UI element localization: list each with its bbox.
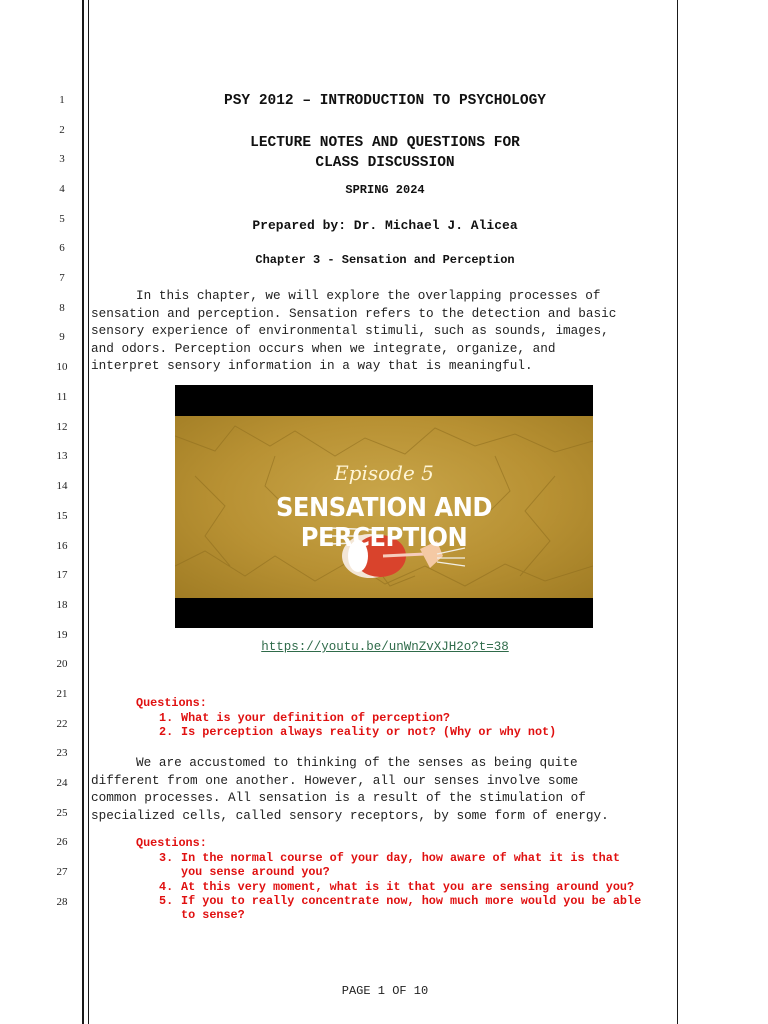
line-number: 4 — [59, 183, 65, 195]
video-thumbnail[interactable] — [175, 385, 593, 628]
line-number: 13 — [56, 450, 68, 462]
paragraph-line: and odors. Perception occurs when we integrate, organize, and — [91, 340, 556, 356]
line-number: 26 — [56, 836, 68, 848]
term: SPRING 2024 — [345, 183, 425, 197]
video-link[interactable]: https://youtu.be/unWnZvXJH2o?t=38 — [261, 640, 509, 654]
line-number: 23 — [56, 747, 68, 759]
page-footer: PAGE 1 OF 10 — [341, 984, 429, 998]
question-number: 3. — [159, 851, 174, 865]
line-number: 28 — [56, 896, 68, 908]
question-text-continued: to sense? — [181, 908, 245, 922]
line-number: 9 — [59, 331, 65, 343]
line-number: 12 — [56, 421, 68, 433]
line-number: 24 — [56, 777, 68, 789]
paragraph-line: sensory experience of environmental stimuli, such as sounds, images, — [91, 323, 609, 338]
line-number: 2 — [59, 124, 65, 136]
question-item — [159, 725, 556, 739]
second-paragraph — [91, 754, 671, 824]
paragraph-line: different from one another. However, all our senses involve some — [91, 772, 579, 788]
question-number: 1. — [159, 711, 174, 725]
questions-heading: Questions: — [136, 836, 207, 850]
line-number: 10 — [56, 361, 68, 373]
line-number: 17 — [56, 569, 68, 581]
question-text: In the normal course of your day, how aware of what it is that — [181, 851, 620, 865]
question-number: 5. — [159, 894, 174, 908]
intro-paragraph — [91, 287, 671, 375]
line-number: 5 — [59, 213, 65, 225]
question-text: Is perception always reality or not? (Why or why not) — [181, 725, 557, 739]
question-item — [159, 894, 641, 922]
line-number: 8 — [59, 302, 65, 314]
line-number: 20 — [56, 658, 68, 670]
line-number: 27 — [56, 866, 68, 878]
line-number: 15 — [56, 510, 68, 522]
paragraph-line: In this chapter, we will explore the overlapping processes of — [136, 288, 601, 303]
line-number: 6 — [59, 242, 65, 254]
question-number: 4. — [159, 880, 174, 894]
question-item — [159, 880, 634, 894]
line-number: 18 — [56, 599, 68, 611]
line-number: 3 — [59, 153, 65, 165]
question-item — [159, 851, 620, 879]
question-text: At this very moment, what is it that you are sensing around you? — [181, 880, 635, 894]
paragraph-line: specialized cells, called sensory receptors, by some form of energy. — [91, 807, 609, 823]
line-number: 22 — [56, 718, 68, 730]
line-number: 19 — [56, 629, 68, 641]
paragraph-line: We are accustomed to thinking of the senses as being quite — [136, 755, 578, 770]
question-text: If you to really concentrate now, how much more would you be able — [181, 894, 642, 908]
left-margin-rule — [82, 0, 84, 1024]
questions-heading: Questions: — [136, 696, 207, 710]
line-number: 11 — [56, 391, 68, 403]
question-text: What is your definition of perception? — [181, 711, 451, 725]
doc-title-line2: CLASS DISCUSSION — [315, 155, 455, 171]
line-number: 14 — [56, 480, 68, 492]
line-number: 7 — [59, 272, 65, 284]
question-text-continued: you sense around you? — [181, 865, 330, 879]
line-number: 21 — [56, 688, 68, 700]
paragraph-line: common processes. All sensation is a result of the stimulation of — [91, 790, 586, 805]
line-number: 25 — [56, 807, 68, 819]
course-title: PSY 2012 – INTRODUCTION TO PSYCHOLOGY — [224, 93, 546, 109]
video-title: SENSATION AND PERCEPTION — [275, 493, 493, 553]
paragraph-line: interpret sensory information in a way that is meaningful. — [91, 358, 533, 373]
chapter-heading: Chapter 3 - Sensation and Perception — [255, 253, 515, 267]
author: Prepared by: Dr. Michael J. Alicea — [252, 218, 518, 233]
paragraph-line: sensation and perception. Sensation refers to the detection and basic — [91, 305, 617, 321]
question-item — [159, 711, 450, 725]
question-number: 2. — [159, 725, 174, 739]
right-margin-rule — [677, 0, 678, 1024]
left-margin-rule-inner — [88, 0, 89, 1024]
line-number: 1 — [59, 94, 65, 106]
line-number: 16 — [56, 540, 68, 552]
doc-title-line1: LECTURE NOTES AND QUESTIONS FOR — [250, 135, 520, 151]
episode-label: Episode 5 — [334, 461, 434, 485]
